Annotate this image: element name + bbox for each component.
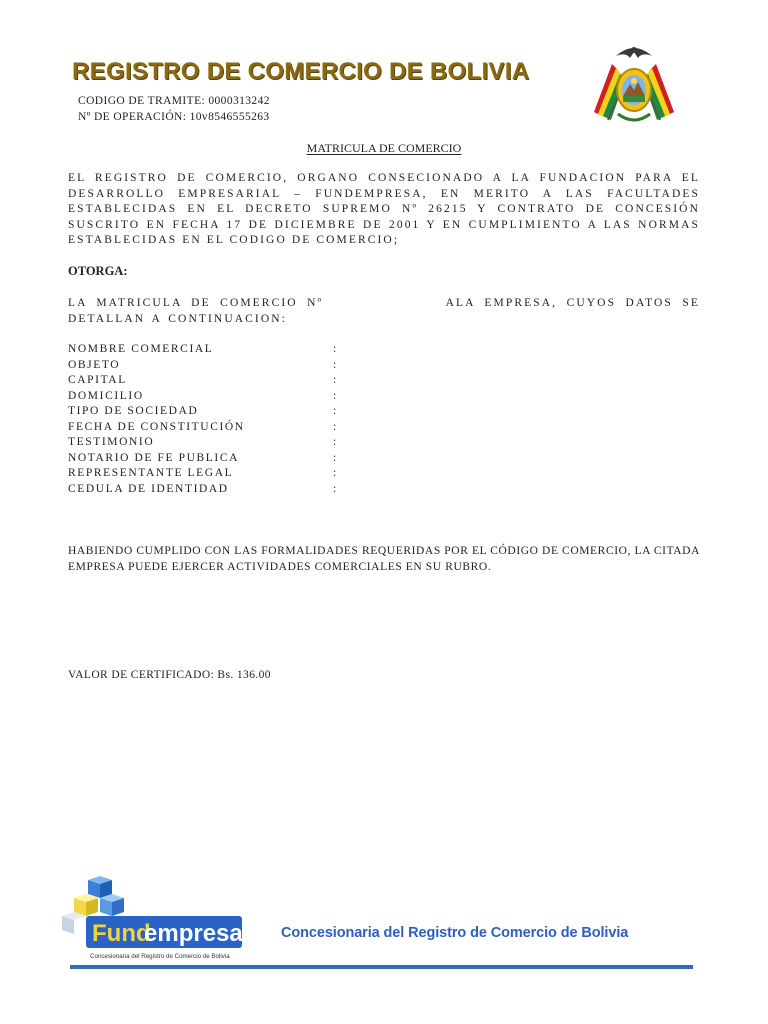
field-label: NOMBRE COMERCIAL (68, 343, 214, 355)
logo-fund: Fund (92, 920, 151, 947)
field-label: CEDULA DE IDENTIDAD (68, 482, 229, 495)
bolivia-coat-of-arms-icon (588, 34, 680, 126)
field-colon: : (333, 451, 338, 464)
field-colon: : (333, 374, 338, 386)
logo-empresa: empresa (144, 920, 243, 947)
field-label: REPRESENTANTE LEGAL (68, 467, 234, 479)
field-colon: : (333, 467, 338, 479)
intro-paragraph: EL REGISTRO DE COMERCIO, ORGANO CONSECIONADO A LA FUNDACION PARA EL DESARROLLO EMPRESARIAL – FUNDEMPRESA, EN MERITO A LAS FACULTADES ESTABLECIDAS EN EL DECRETO SUPREMO Nº 26215 Y CONTRATO DE CONCESIÓN SUSCRITO EN FECHA 17 DE DICIEMBRE DE 2001 Y EN CUMPLIMIENTO A LAS NORMAS ESTABLECIDAS EN EL CODIGO DE COMERCIO; (68, 172, 700, 246)
field-colon: : (333, 343, 338, 355)
field-label: DOMICILIO (68, 389, 144, 402)
otorga-label: OTORGA: (68, 264, 128, 278)
valor-certificado: VALOR DE CERTIFICADO: Bs. 136.00 (68, 669, 271, 681)
codigo-tramite: CODIGO DE TRAMITE: 0000313242 (78, 95, 270, 107)
fundempresa-logo (58, 876, 248, 962)
field-label: TIPO DE SOCIEDAD (68, 405, 199, 417)
closing-paragraph: HABIENDO CUMPLIDO CON LAS FORMALIDADES REQUERIDAS POR EL CÓDIGO DE COMERCIO, LA CITADA EMPRESA PUEDE EJERCER ACTIVIDADES COMERCIALES EN SU RUBRO. (68, 545, 700, 573)
footer-rule (70, 965, 693, 969)
field-label: CAPITAL (68, 374, 127, 386)
field-label: TESTIMONIO (68, 436, 155, 448)
field-label: NOTARIO DE FE PUBLICA (68, 451, 239, 464)
field-colon: : (333, 420, 338, 433)
concesionaria-text: Concesionaria del Registro de Comercio de Bolivia (281, 925, 629, 941)
grant-paragraph: LA MATRICULA DE COMERCIO Nº ALA EMPRESA, CUYOS DATOS SE DETALLAN A CONTINUACION: (68, 297, 700, 325)
document-heading: MATRICULA DE COMERCIO (306, 141, 462, 155)
field-colon: : (333, 405, 338, 417)
field-colon: : (333, 436, 338, 448)
field-label: OBJETO (68, 358, 121, 371)
field-label: FECHA DE CONSTITUCIÓN (68, 420, 245, 433)
field-colon: : (333, 358, 338, 371)
logo-subtitle: Concesionaria del Registro de Comercio de Bolivia (90, 953, 230, 960)
field-colon: : (333, 389, 338, 402)
field-colon: : (333, 482, 338, 495)
registry-title: REGISTRO DE COMERCIO DE BOLIVIA (72, 58, 530, 85)
numero-operacion: Nº DE OPERACIÓN: 10v8546555263 (78, 111, 270, 123)
